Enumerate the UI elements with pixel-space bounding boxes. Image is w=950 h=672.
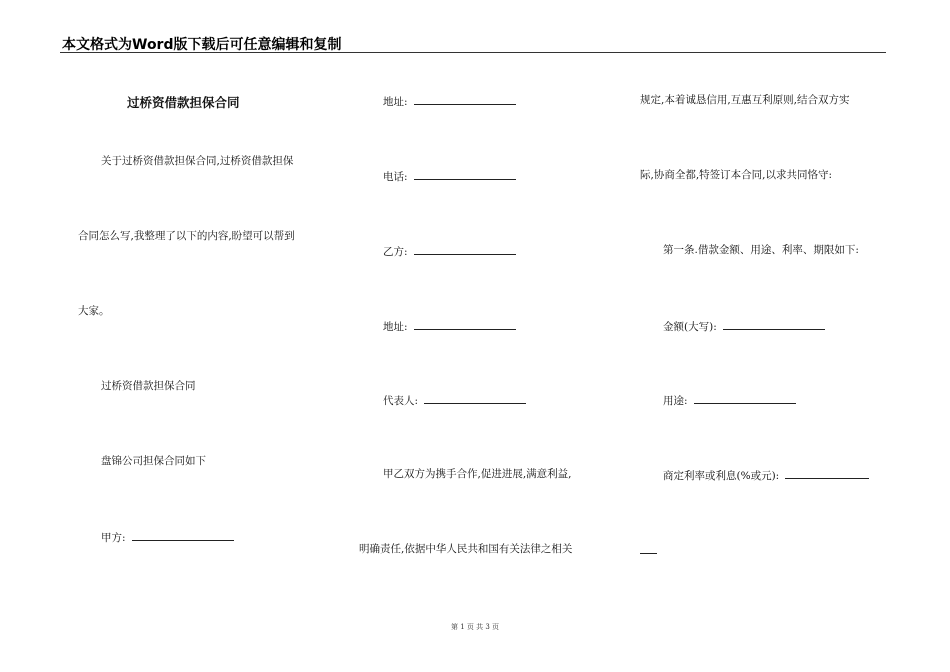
continuation-blank xyxy=(640,542,657,554)
body-line: 合同怎么写,我整理了以下的内容,盼望可以帮到 xyxy=(78,230,295,242)
purpose-label: 用途: xyxy=(663,395,688,407)
party-b-blank xyxy=(414,243,516,255)
party-a-label: 甲方: xyxy=(101,532,126,544)
phone-label: 电话: xyxy=(383,171,408,183)
body-line: 关于过桥资借款担保合同,过桥资借款担保 xyxy=(101,155,294,167)
amount-field xyxy=(663,318,825,334)
phone-blank xyxy=(414,168,516,180)
body-line: 过桥资借款担保合同 xyxy=(101,380,196,392)
body-line: 明确责任,依据中华人民共和国有关法律之相关 xyxy=(359,543,573,555)
party-a-blank xyxy=(132,529,234,541)
header-title: 本文格式为Word版下载后可任意编辑和复制 xyxy=(62,37,342,53)
interest-field xyxy=(663,467,869,483)
representative-blank xyxy=(424,392,526,404)
address-blank-2 xyxy=(414,318,516,330)
address-label-2: 地址: xyxy=(383,321,408,333)
party-b-label: 乙方: xyxy=(383,246,408,258)
address-label: 地址: xyxy=(383,96,408,108)
representative-field xyxy=(383,392,526,408)
document-title: 过桥资借款担保合同 xyxy=(127,95,240,110)
body-line: 大家。 xyxy=(78,305,110,317)
page-footer: 第 1 页 共 3 页 xyxy=(450,623,500,631)
phone-field xyxy=(383,168,516,184)
amount-blank xyxy=(723,318,825,330)
representative-label: 代表人: xyxy=(383,395,419,407)
party-a-field xyxy=(101,529,234,545)
interest-blank xyxy=(785,467,869,479)
body-line: 甲乙双方为携手合作,促进进展,满意利益, xyxy=(383,468,572,480)
address-field-2 xyxy=(383,318,516,334)
header-rule xyxy=(60,52,886,53)
body-line: 第一条.借款金额、用途、利率、期限如下: xyxy=(663,244,859,256)
amount-label: 金额(大写): xyxy=(663,321,717,333)
purpose-field xyxy=(663,392,796,408)
party-b-field xyxy=(383,243,516,259)
purpose-blank xyxy=(694,392,796,404)
continuation-blank-line xyxy=(640,542,657,558)
body-line: 规定,本着诚恳信用,互惠互利原则,结合双方实 xyxy=(640,94,850,106)
interest-label: 商定利率或利息(%或元): xyxy=(663,470,780,482)
body-line: 际,协商全都,特签订本合同,以求共同恪守: xyxy=(640,169,833,181)
address-field xyxy=(383,93,516,109)
body-line: 盘锦公司担保合同如下 xyxy=(101,455,206,467)
address-blank xyxy=(414,93,516,105)
